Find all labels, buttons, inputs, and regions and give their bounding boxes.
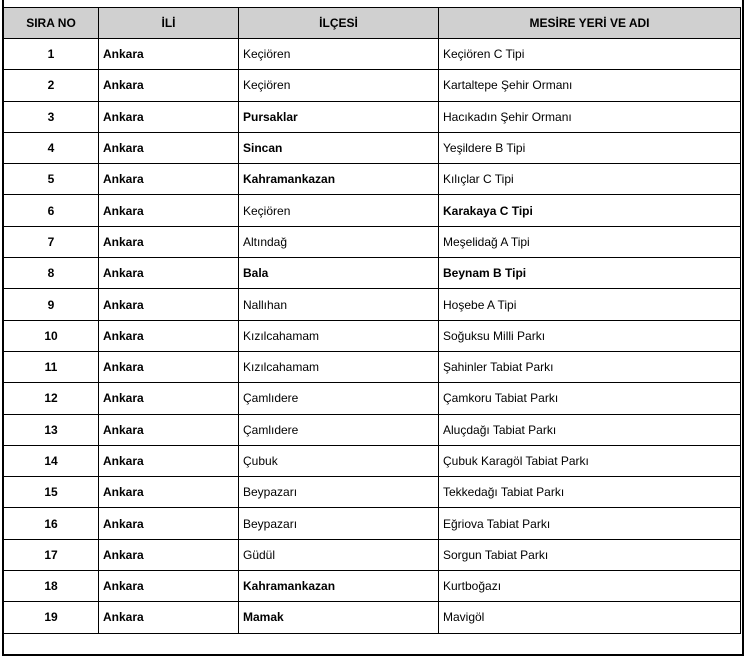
cell-ilcesi: Beypazarı	[239, 477, 439, 508]
cell-ilcesi: Çamlıdere	[239, 414, 439, 445]
cell-ili: Ankara	[99, 508, 239, 539]
cell-ilcesi: Çubuk	[239, 445, 439, 476]
cell-mesire-yeri: Hacıkadın Şehir Ormanı	[439, 101, 741, 132]
cell-ili: Ankara	[99, 132, 239, 163]
cell-ilcesi: Sincan	[239, 132, 439, 163]
table-row	[4, 289, 741, 320]
cell-mesire-yeri: Meşelidağ A Tipi	[439, 226, 741, 257]
table-row	[4, 539, 741, 570]
table-row	[4, 39, 741, 70]
cell-ilcesi: Çamlıdere	[239, 383, 439, 414]
cell-ilcesi: Beypazarı	[239, 508, 439, 539]
table-row	[4, 164, 741, 195]
table-row	[4, 320, 741, 351]
cell-ili: Ankara	[99, 351, 239, 382]
header-mesire-yeri: MESİRE YERİ VE ADI	[439, 8, 741, 39]
cell-ilcesi: Altındağ	[239, 226, 439, 257]
cell-mesire-yeri: Çubuk Karagöl Tabiat Parkı	[439, 445, 741, 476]
cell-ilcesi: Mamak	[239, 602, 439, 633]
cell-ili: Ankara	[99, 101, 239, 132]
table-row	[4, 195, 741, 226]
table-row	[4, 226, 741, 257]
table-row	[4, 414, 741, 445]
cell-mesire-yeri: Yeşildere B Tipi	[439, 132, 741, 163]
cell-ilcesi: Keçiören	[239, 39, 439, 70]
table-body	[4, 39, 741, 634]
cell-ilcesi: Kızılcahamam	[239, 351, 439, 382]
mesire-table	[3, 7, 741, 634]
cell-mesire-yeri: Çamkoru Tabiat Parkı	[439, 383, 741, 414]
cell-mesire-yeri: Mavigöl	[439, 602, 741, 633]
cell-sira-no: 13	[4, 414, 99, 445]
table-header-row	[4, 8, 741, 39]
cell-sira-no: 15	[4, 477, 99, 508]
table-row	[4, 508, 741, 539]
cell-mesire-yeri: Eğriova Tabiat Parkı	[439, 508, 741, 539]
cell-ilcesi: Kahramankazan	[239, 164, 439, 195]
header-ili: İLİ	[99, 8, 239, 39]
cell-ilcesi: Kahramankazan	[239, 571, 439, 602]
cell-ilcesi: Keçiören	[239, 70, 439, 101]
cell-mesire-yeri: Keçiören C Tipi	[439, 39, 741, 70]
cell-sira-no: 19	[4, 602, 99, 633]
cell-ili: Ankara	[99, 195, 239, 226]
cell-ilcesi: Bala	[239, 258, 439, 289]
table-row	[4, 132, 741, 163]
cell-sira-no: 7	[4, 226, 99, 257]
cell-mesire-yeri: Aluçdağı Tabiat Parkı	[439, 414, 741, 445]
cell-sira-no: 12	[4, 383, 99, 414]
table-row	[4, 383, 741, 414]
cell-sira-no: 6	[4, 195, 99, 226]
cell-sira-no: 9	[4, 289, 99, 320]
header-sira-no: SIRA NO	[4, 8, 99, 39]
cell-sira-no: 16	[4, 508, 99, 539]
cell-ili: Ankara	[99, 602, 239, 633]
cell-ili: Ankara	[99, 477, 239, 508]
header-ilcesi: İLÇESİ	[239, 8, 439, 39]
cell-sira-no: 17	[4, 539, 99, 570]
cell-sira-no: 2	[4, 70, 99, 101]
cell-ili: Ankara	[99, 320, 239, 351]
cell-ilcesi: Keçiören	[239, 195, 439, 226]
cell-sira-no: 3	[4, 101, 99, 132]
cell-mesire-yeri: Kılıçlar C Tipi	[439, 164, 741, 195]
table-row	[4, 602, 741, 633]
table-row	[4, 351, 741, 382]
cell-ili: Ankara	[99, 70, 239, 101]
cell-ili: Ankara	[99, 414, 239, 445]
cell-mesire-yeri: Beynam B Tipi	[439, 258, 741, 289]
cell-ili: Ankara	[99, 383, 239, 414]
cell-sira-no: 1	[4, 39, 99, 70]
cell-mesire-yeri: Tekkedağı Tabiat Parkı	[439, 477, 741, 508]
cell-mesire-yeri: Kartaltepe Şehir Ormanı	[439, 70, 741, 101]
cell-mesire-yeri: Sorgun Tabiat Parkı	[439, 539, 741, 570]
cell-sira-no: 18	[4, 571, 99, 602]
table-row	[4, 445, 741, 476]
cell-sira-no: 4	[4, 132, 99, 163]
cell-ilcesi: Kızılcahamam	[239, 320, 439, 351]
cell-ili: Ankara	[99, 258, 239, 289]
cell-mesire-yeri: Soğuksu Milli Parkı	[439, 320, 741, 351]
cell-sira-no: 14	[4, 445, 99, 476]
cell-mesire-yeri: Karakaya C Tipi	[439, 195, 741, 226]
cell-ilcesi: Güdül	[239, 539, 439, 570]
table-row	[4, 258, 741, 289]
table-row	[4, 101, 741, 132]
cell-sira-no: 10	[4, 320, 99, 351]
table-row	[4, 571, 741, 602]
cell-ilcesi: Nallıhan	[239, 289, 439, 320]
cell-mesire-yeri: Hoşebe A Tipi	[439, 289, 741, 320]
cell-mesire-yeri: Kurtboğazı	[439, 571, 741, 602]
cell-ili: Ankara	[99, 289, 239, 320]
cell-ili: Ankara	[99, 539, 239, 570]
cell-sira-no: 5	[4, 164, 99, 195]
table-row	[4, 70, 741, 101]
cell-sira-no: 8	[4, 258, 99, 289]
table-row	[4, 477, 741, 508]
cell-ilcesi: Pursaklar	[239, 101, 439, 132]
cell-ili: Ankara	[99, 164, 239, 195]
cell-ili: Ankara	[99, 39, 239, 70]
cell-ili: Ankara	[99, 445, 239, 476]
cell-ili: Ankara	[99, 571, 239, 602]
cell-ili: Ankara	[99, 226, 239, 257]
cell-sira-no: 11	[4, 351, 99, 382]
cell-mesire-yeri: Şahinler Tabiat Parkı	[439, 351, 741, 382]
